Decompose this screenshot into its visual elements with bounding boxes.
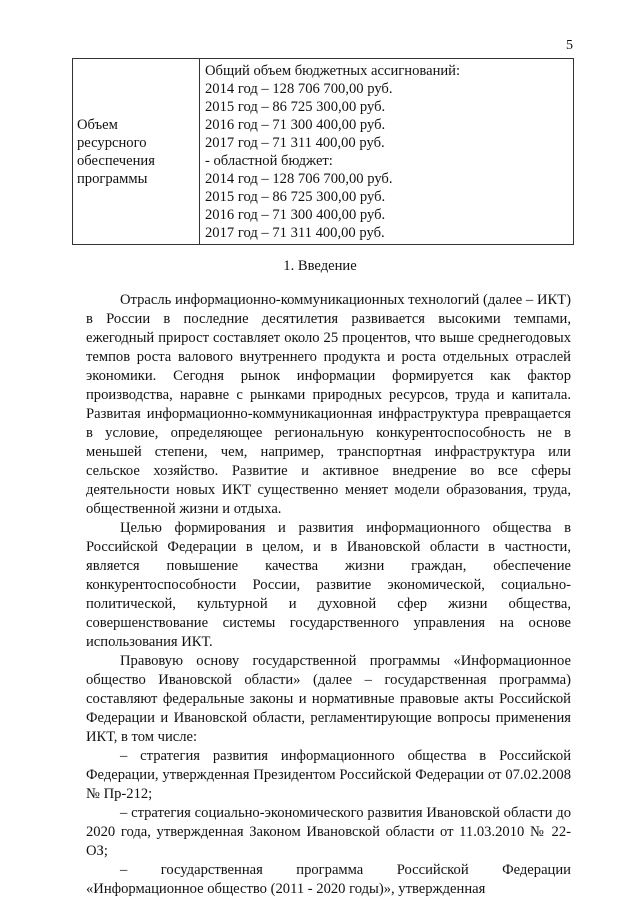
label-line: Объем: [77, 116, 118, 133]
paragraph: Отрасль информационно-коммуникационных технологий (далее – ИКТ) в России в последние десятилетия развивается высокими темпами, ежегодный прирост составляет около 25 процентов, что выше среднегодовых темпов роста валового внутреннего продукта и роста отдельных отраслей экономики. Сегодня рынок информации формируется как фактор производства, наравне с рынками природных ресурсов, труда и капитала. Развитая информационно-коммуникационная инфраструктура превращается в условие, определяющее региональную конкурентоспособность не в меньшей степени, чем, например, транспортная инфраструктура или сельское хозяйство. Развитие и активное внедрение во все сферы деятельности новых ИКТ существенно меняет модели образования, труда, общественной жизни и отдыха.: [86, 292, 571, 517]
paragraph: Целью формирования и развития информационного общества в Российской Федерации в целом, и в Ивановской области в частности, является повышение качества жизни граждан, обеспечение конкурентоспособности России, развитие экономической, социально-политической, культурной и духовной сфер жизни общества, совершенствование системы государственного управления на основе использования ИКТ.: [86, 520, 571, 650]
budget-line: 2017 год – 71 311 400,00 руб.: [205, 225, 385, 241]
budget-line: 2015 год – 86 725 300,00 руб.: [205, 189, 386, 205]
table-row: [73, 59, 574, 245]
list-item: – государственная программа Российской Федерации «Информационное общество (2011 - 2020 годы)», утвержденная: [86, 862, 571, 897]
budget-line: 2016 год – 71 300 400,00 руб.: [205, 117, 386, 133]
list-item: – стратегия развития информационного общества в Российской Федерации, утвержденная Президентом Российской Федерации от 07.02.2008 № Пр-212;: [86, 748, 571, 802]
label-line: обеспечения: [77, 152, 155, 169]
regional-budget-heading: - областной бюджет:: [205, 153, 333, 169]
budget-line: 2017 год – 71 311 400,00 руб.: [205, 135, 385, 151]
table-label-cell: [73, 59, 200, 245]
budget-line: 2016 год – 71 300 400,00 руб.: [205, 207, 386, 223]
list-item: – стратегия социально-экономического развития Ивановской области до 2020 года, утвержденная Законом Ивановской области от 11.03.2010 № 22-ОЗ;: [86, 805, 571, 859]
paragraph: Правовую основу государственной программы «Информационное общество Ивановской области» (далее – государственная программа) составляют федеральные законы и нормативные правовые акты Российской Федерации и Ивановской области, регламентирующие вопросы применения ИКТ, в том числе:: [86, 653, 571, 745]
budget-line: 2014 год – 128 706 700,00 руб.: [205, 81, 393, 97]
label-line: программы: [77, 170, 148, 187]
budget-line: 2015 год – 86 725 300,00 руб.: [205, 99, 386, 115]
budget-line: 2014 год – 128 706 700,00 руб.: [205, 171, 393, 187]
page-number: 5: [566, 38, 573, 53]
funding-table: [72, 58, 574, 245]
body-text: [86, 291, 571, 899]
budget-total-heading: Общий объем бюджетных ассигнований:: [205, 63, 461, 79]
section-title: 1. Введение: [283, 258, 357, 274]
label-line: ресурсного: [77, 134, 147, 151]
table-value-cell: [200, 59, 574, 245]
